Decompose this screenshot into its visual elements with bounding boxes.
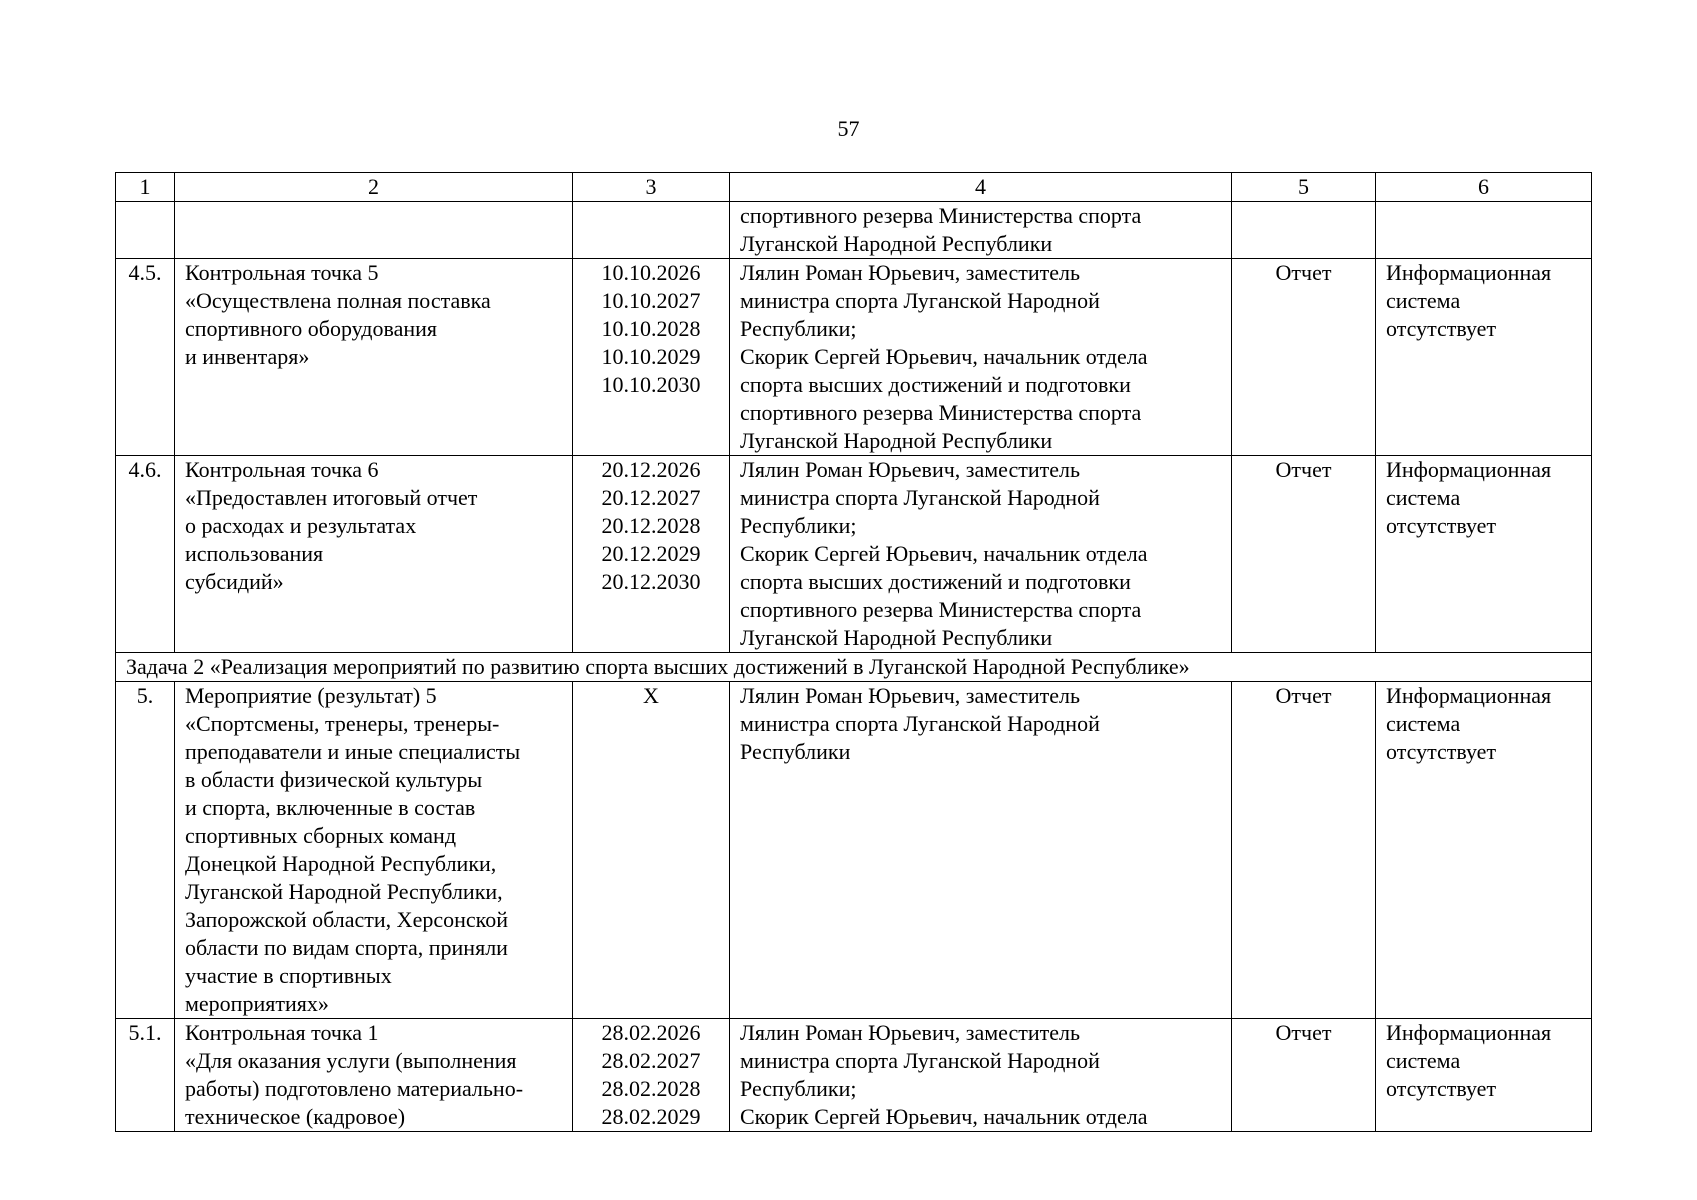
responsible-line: Скорик Сергей Юрьевич, начальник отдела bbox=[740, 541, 1148, 566]
row-number: 5.1. bbox=[116, 1019, 175, 1132]
responsible-line: Луганской Народной Республики bbox=[740, 428, 1053, 453]
info-system-cell bbox=[1376, 259, 1592, 456]
dates-cell bbox=[573, 259, 730, 456]
cell-empty bbox=[573, 202, 730, 259]
info-system-cell bbox=[1376, 1019, 1592, 1132]
date-line: 28.02.2029 bbox=[601, 1104, 701, 1129]
responsible-line: Лялин Роман Юрьевич, заместитель bbox=[740, 260, 1081, 285]
item-name-line: «Для оказания услуги (выполнения bbox=[185, 1048, 517, 1073]
info-system-line: система bbox=[1386, 288, 1461, 313]
column-header-3: 3 bbox=[573, 173, 730, 202]
info-system-line: отсутствует bbox=[1386, 316, 1497, 341]
item-name-line: Луганской Народной Республики, bbox=[185, 879, 503, 904]
date-line: 10.10.2028 bbox=[601, 316, 701, 341]
responsible-cell bbox=[730, 259, 1232, 456]
responsible-line: спортивного резерва Министерства спорта bbox=[740, 597, 1142, 622]
column-header-5: 5 bbox=[1232, 173, 1376, 202]
item-name-line: о расходах и результатах bbox=[185, 513, 417, 538]
item-name-cell bbox=[175, 456, 573, 653]
item-name-cell bbox=[175, 682, 573, 1019]
row-number: 5. bbox=[116, 682, 175, 1019]
dates-cell bbox=[573, 1019, 730, 1132]
responsible-line: министра спорта Луганской Народной bbox=[740, 485, 1100, 510]
responsible-cell bbox=[730, 682, 1232, 1019]
cell-empty bbox=[116, 202, 175, 259]
item-name-line: Донецкой Народной Республики, bbox=[185, 851, 497, 876]
column-header-4: 4 bbox=[730, 173, 1232, 202]
date-line: 20.12.2028 bbox=[601, 513, 701, 538]
table-row bbox=[116, 682, 1592, 1019]
plan-table bbox=[115, 172, 1592, 1132]
date-line: 10.10.2030 bbox=[601, 372, 701, 397]
date-line: 20.12.2027 bbox=[601, 485, 701, 510]
responsible-line: министра спорта Луганской Народной bbox=[740, 1048, 1100, 1073]
row-number: 4.6. bbox=[116, 456, 175, 653]
item-name-line: спортивного оборудования bbox=[185, 316, 438, 341]
item-name-line: участие в спортивных bbox=[185, 963, 392, 988]
dates-cell bbox=[573, 682, 730, 1019]
item-name-line: использования bbox=[185, 541, 324, 566]
info-system-line: Информационная bbox=[1386, 457, 1552, 482]
responsible-line: Республики bbox=[740, 739, 851, 764]
item-name-line: в области физической культуры bbox=[185, 767, 483, 792]
info-system-line: отсутствует bbox=[1386, 739, 1497, 764]
info-system-line: Информационная bbox=[1386, 260, 1552, 285]
date-line: 20.12.2026 bbox=[601, 457, 701, 482]
page-number: 57 bbox=[837, 116, 860, 141]
responsible-cell bbox=[730, 456, 1232, 653]
item-name-line: работы) подготовлено материально- bbox=[185, 1076, 524, 1101]
item-name-line: мероприятиях» bbox=[185, 991, 329, 1016]
date-line: 28.02.2026 bbox=[601, 1020, 701, 1045]
responsible-line: Скорик Сергей Юрьевич, начальник отдела bbox=[740, 344, 1148, 369]
date-line: Х bbox=[643, 683, 659, 708]
table-row bbox=[116, 456, 1592, 653]
column-header-2: 2 bbox=[175, 173, 573, 202]
responsible-line: Луганской Народной Республики bbox=[740, 625, 1053, 650]
info-system-cell bbox=[1376, 682, 1592, 1019]
item-name-line: «Предоставлен итоговый отчет bbox=[185, 485, 478, 510]
responsible-line: Республики; bbox=[740, 316, 857, 341]
item-name-line: субсидий» bbox=[185, 569, 284, 594]
info-system-line: система bbox=[1386, 711, 1461, 736]
task-title: Задача 2 «Реализация мероприятий по развитию спорта высших достижений в Луганской Народной Республике» bbox=[116, 653, 1592, 682]
item-name-line: преподаватели и иные специалисты bbox=[185, 739, 521, 764]
item-name-line: и спорта, включенные в состав bbox=[185, 795, 476, 820]
responsible-line: спорта высших достижений и подготовки bbox=[740, 372, 1131, 397]
row-number: 4.5. bbox=[116, 259, 175, 456]
responsible-line: спортивного резерва Министерства спорта bbox=[740, 400, 1142, 425]
date-line: 28.02.2027 bbox=[601, 1048, 701, 1073]
document-cell: Отчет bbox=[1232, 259, 1376, 456]
info-system-line: отсутствует bbox=[1386, 513, 1497, 538]
responsible-cell bbox=[730, 202, 1232, 259]
column-number-row bbox=[116, 173, 1592, 202]
responsible-line: Республики; bbox=[740, 1076, 857, 1101]
table-row bbox=[116, 259, 1592, 456]
responsible-line: спорта высших достижений и подготовки bbox=[740, 569, 1131, 594]
responsible-line: Скорик Сергей Юрьевич, начальник отдела bbox=[740, 1104, 1148, 1129]
cell-empty bbox=[1232, 202, 1376, 259]
item-name-line: спортивных сборных команд bbox=[185, 823, 457, 848]
date-line: 10.10.2029 bbox=[601, 344, 701, 369]
continuation-row bbox=[116, 202, 1592, 259]
date-line: 20.12.2030 bbox=[601, 569, 701, 594]
item-name-line: и инвентаря» bbox=[185, 344, 310, 369]
item-name-line: Мероприятие (результат) 5 bbox=[185, 683, 437, 708]
info-system-line: отсутствует bbox=[1386, 1076, 1497, 1101]
responsible-line: Лялин Роман Юрьевич, заместитель bbox=[740, 1020, 1081, 1045]
responsible-line: спортивного резерва Министерства спорта bbox=[740, 203, 1142, 228]
item-name-line: области по видам спорта, приняли bbox=[185, 935, 508, 960]
info-system-cell bbox=[1376, 456, 1592, 653]
responsible-line: Лялин Роман Юрьевич, заместитель bbox=[740, 683, 1081, 708]
date-line: 10.10.2027 bbox=[601, 288, 701, 313]
responsible-line: Луганской Народной Республики bbox=[740, 231, 1053, 256]
responsible-line: министра спорта Луганской Народной bbox=[740, 288, 1100, 313]
column-header-1: 1 bbox=[116, 173, 175, 202]
task-row bbox=[116, 653, 1592, 682]
cell-empty bbox=[1376, 202, 1592, 259]
item-name-line: Контрольная точка 1 bbox=[185, 1020, 379, 1045]
document-cell: Отчет bbox=[1232, 682, 1376, 1019]
item-name-line: Запорожской области, Херсонской bbox=[185, 907, 508, 932]
date-line: 28.02.2028 bbox=[601, 1076, 701, 1101]
item-name-line: «Спортсмены, тренеры, тренеры- bbox=[185, 711, 500, 736]
item-name-line: Контрольная точка 6 bbox=[185, 457, 379, 482]
responsible-cell bbox=[730, 1019, 1232, 1132]
dates-cell bbox=[573, 456, 730, 653]
info-system-line: Информационная bbox=[1386, 1020, 1552, 1045]
item-name-line: Контрольная точка 5 bbox=[185, 260, 379, 285]
document-cell: Отчет bbox=[1232, 1019, 1376, 1132]
info-system-line: система bbox=[1386, 1048, 1461, 1073]
item-name-line: техническое (кадровое) bbox=[185, 1104, 406, 1129]
table-row bbox=[116, 1019, 1592, 1132]
info-system-line: Информационная bbox=[1386, 683, 1552, 708]
info-system-line: система bbox=[1386, 485, 1461, 510]
document-cell: Отчет bbox=[1232, 456, 1376, 653]
column-header-6: 6 bbox=[1376, 173, 1592, 202]
responsible-line: Республики; bbox=[740, 513, 857, 538]
responsible-line: министра спорта Луганской Народной bbox=[740, 711, 1100, 736]
item-name-cell bbox=[175, 1019, 573, 1132]
responsible-line: Лялин Роман Юрьевич, заместитель bbox=[740, 457, 1081, 482]
item-name-line: «Осуществлена полная поставка bbox=[185, 288, 491, 313]
date-line: 10.10.2026 bbox=[601, 260, 701, 285]
cell-empty bbox=[175, 202, 573, 259]
item-name-cell bbox=[175, 259, 573, 456]
date-line: 20.12.2029 bbox=[601, 541, 701, 566]
